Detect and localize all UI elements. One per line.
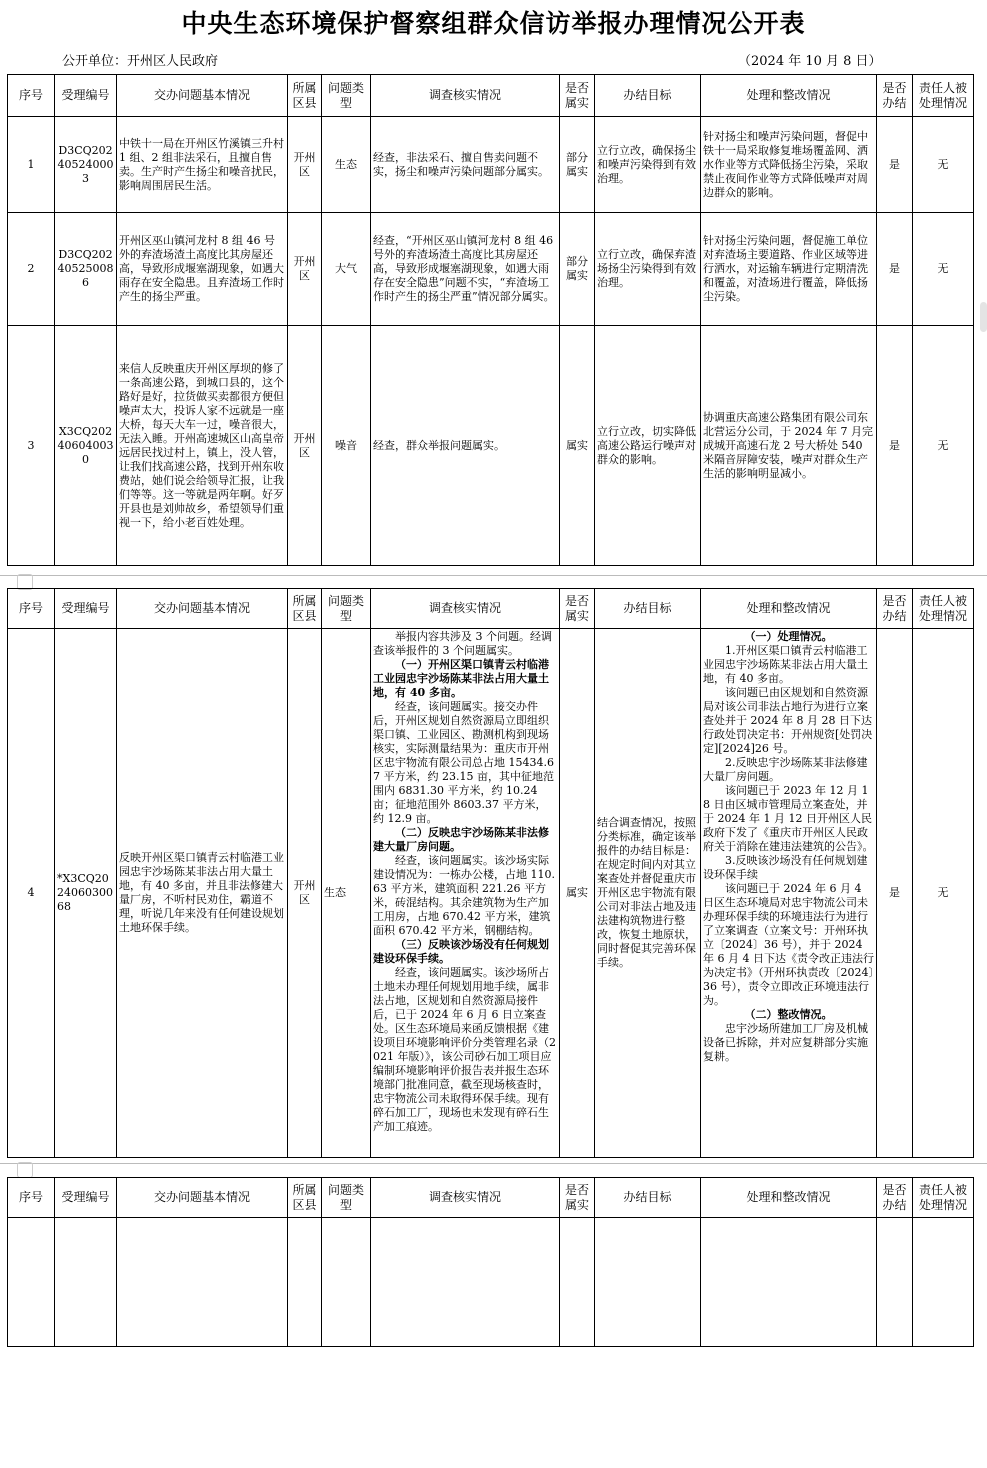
row-true: 部分属实 — [560, 117, 595, 213]
row-district: 开州区 — [288, 326, 322, 566]
verify-paragraph: 举报内容共涉及 3 个问题。经调查该举报件的 3 个问题属实。 — [373, 630, 552, 657]
report-table-page-1 — [7, 74, 974, 566]
row-resp-empty — [913, 1218, 974, 1347]
row-id: *X3CQ2024060300 68 — [55, 629, 117, 1158]
handle-paragraph: 该问题已由区规划和自然资源局对该公司非法占地行为进行立案查处并于 2024 年 8 月 28 日下达行政处罚决定书：开州规资[处罚决定][2024]26 号。 — [703, 686, 873, 755]
col-header-district: 所属区县 — [288, 75, 322, 117]
col-header-handle: 处理和整改情况 — [701, 75, 877, 117]
row-handle: 针对扬尘污染问题，督促施工单位对弃渣场主要道路、作业区域等进行洒水，对运输车辆进行定期清洗和覆盖，对渣场进行覆盖，降低扬尘污染。 — [701, 213, 877, 326]
handle-paragraph: （二）整改情况。 — [744, 1008, 833, 1021]
col-header-type: 问题类型 — [322, 1178, 371, 1218]
publishing-unit: 公开单位：开州区人民政府 — [62, 54, 219, 69]
table-header-row — [8, 75, 974, 117]
row-goal: 立行立改，确保弃渣场扬尘污染得到有效治理。 — [595, 213, 701, 326]
row-verify — [371, 629, 560, 1158]
row-verify: 经查，“开州区巫山镇河龙村 8 组 46 号外的弃渣场渣土高度比其房屋还高，导致形成堰塞湖现象，如遇大雨存在安全隐患”问题不实，“弃渣场工作时产生的扬尘严重”情况部分属实。 — [371, 213, 560, 326]
publish-date: （2024 年 10 月 8 日） — [738, 54, 882, 69]
row-handle-continued — [701, 1218, 877, 1347]
col-header-verify: 调查核实情况 — [371, 75, 560, 117]
col-header-verify: 调查核实情况 — [371, 589, 560, 629]
verify-continued-content — [371, 1218, 559, 1346]
col-header-id: 受理编号 — [55, 75, 117, 117]
handle-paragraph: 3.反映该沙场没有任何规划建设环保手续 — [703, 854, 868, 881]
row-true: 部分属实 — [560, 213, 595, 326]
col-header-goal: 办结目标 — [595, 589, 701, 629]
col-header-goal: 办结目标 — [595, 1178, 701, 1218]
col-header-district: 所属区县 — [288, 589, 322, 629]
handle-paragraph: 该问题已于 2024 年 6 月 4 日区生态环境局对忠宇物流公司未办理环保手续的环境违法行为进行了立案调查（立案文号：开州环执立〔2024〕36 号），并于 2024 年 6 月 4 日下达《责令改正违法行为决定书》（开州环执责改〔2024〕36 号），责令立即改正环境违法行为。 — [703, 882, 874, 1007]
row-district: 开州区 — [288, 213, 322, 326]
row-resp: 无 — [913, 213, 974, 326]
page-corner-mark — [17, 1162, 33, 1178]
col-header-id: 受理编号 — [55, 589, 117, 629]
handle-paragraph: 该问题已于 2023 年 12 月 18 日由区城市管理局立案查处，并于 2024 年 1 月 12 日开州区人民政府下发了《重庆市开州区人民政府关于消除在建违法建筑的公告》。 — [703, 784, 874, 853]
row-type-empty — [322, 1218, 371, 1347]
col-header-true: 是否属实 — [560, 1178, 595, 1218]
row-basic: 来信人反映重庆开州区厚坝的修了一条高速公路，到城口县的，这个路好是好，拉货做买卖都很方便但噪声太大，投诉人家不远就是一座大桥，每天大车一过，噪音很大，无法入睡。开州高速城区山高皇帝远居民找过村上，镇上，没人管，让我们找高速公路，找到开州东收费站，她们说会给领导汇报，让我们等等。这一等就是两年啊。好歹开县也是刘帅故乡，希望领导们重视一下，给小老百姓处理。 — [117, 326, 288, 566]
row-no: 4 — [8, 629, 55, 1158]
row-true-empty — [560, 1218, 595, 1347]
page-separator — [0, 1163, 987, 1164]
row-true: 属实 — [560, 629, 595, 1158]
row-handle: 协调重庆高速公路集团有限公司东北营运分公司，于 2024 年 7 月完成城开高速石龙 2 号大桥处 540 米隔音屏障安装，噪声对群众生产生活的影响明显减小。 — [701, 326, 877, 566]
scrollbar-thumb[interactable] — [980, 302, 987, 332]
row-district: 开州区 — [288, 629, 322, 1158]
row-type: 生态 — [322, 629, 371, 1158]
row-no-empty — [8, 1218, 55, 1347]
table-header-row — [8, 1178, 974, 1218]
col-header-true: 是否属实 — [560, 589, 595, 629]
row-goal-empty — [595, 1218, 701, 1347]
handle-paragraph: 1.开州区渠口镇青云村临港工业园忠宇沙场陈某非法占用大量土地，有 40 多亩。 — [703, 644, 868, 685]
row-id: X3CQ20240604003 0 — [55, 326, 117, 566]
col-header-true: 是否属实 — [560, 75, 595, 117]
handle-content — [701, 629, 876, 1157]
row-verify-continued — [371, 1218, 560, 1347]
col-header-done: 是否办结 — [877, 1178, 913, 1218]
col-header-type: 问题类型 — [322, 75, 371, 117]
row-district-empty — [288, 1218, 322, 1347]
row-id-empty — [55, 1218, 117, 1347]
verify-paragraph: 经查，该问题属实。该沙场所占土地未办理任何规划用地手续，属非法占地，区规划和自然资源局接件后，已于 2024 年 6 月 6 日立案查处。区生态环境局来函反馈根据《建设项目环境影响评价分类管理名录（2021 年版）》，该公司砂石加工项目应编制环境影响评价报告表并报生态环境部门批准同意，截至现场核查时，忠宇物流公司未取得环保手续。现有碎石加工厂，现场也未发现有碎石生产加工痕迹。 — [373, 966, 556, 1133]
row-true: 属实 — [560, 326, 595, 566]
row-resp: 无 — [913, 117, 974, 213]
row-basic: 反映开州区渠口镇青云村临港工业园忠宇沙场陈某非法占用大量土地，有 40 多亩，并且非法修建大量厂房，不听村民劝住，霸道不理，听说几年来没有任何建设规划土地环保手续。 — [117, 629, 288, 1158]
table-header-row — [8, 589, 974, 629]
verify-paragraph: （一）开州区渠口镇青云村临港工业园忠宇沙场陈某非法占用大量土地，有 40 多亩。 — [373, 658, 549, 699]
row-goal: 立行立改，确保扬尘和噪声污染得到有效治理。 — [595, 117, 701, 213]
col-header-no: 序号 — [8, 75, 55, 117]
row-goal: 立行立改，切实降低高速公路运行噪声对群众的影响。 — [595, 326, 701, 566]
row-done-empty — [877, 1218, 913, 1347]
handle-paragraph: 忠宇沙场所建加工厂房及机械设备已拆除，并对应复耕部分实施复耕。 — [703, 1022, 868, 1063]
row-basic: 中铁十一局在开州区竹溪镇三升村 1 组、2 组非法采石，且擅自售卖。生产时产生扬尘和噪音扰民，影响周围居民生活。 — [117, 117, 288, 213]
row-handle: 针对扬尘和噪声污染问题，督促中铁十一局采取修复堆场覆盖网、洒水作业等方式降低扬尘污染，采取禁止夜间作业等方式降低噪声对周边群众的影响。 — [701, 117, 877, 213]
col-header-goal: 办结目标 — [595, 75, 701, 117]
col-header-district: 所属区县 — [288, 1178, 322, 1218]
row-done: 是 — [877, 213, 913, 326]
verify-paragraph: （三）反映该沙场没有任何规划建设环保手续。 — [373, 938, 549, 965]
col-header-resp: 责任人被处理情况 — [913, 1178, 974, 1218]
row-district: 开州区 — [288, 117, 322, 213]
row-no: 2 — [8, 213, 55, 326]
col-header-resp: 责任人被处理情况 — [913, 589, 974, 629]
verify-paragraph: 经查，该问题属实。该沙场实际建设情况为：一栋办公楼，占地 110.63 平方米，建筑面积 221.26 平方米，砖混结构。其余建筑物为生产加工用房，占地 670.42 平方米，建筑面积 670.42 平方米，钢棚结构。 — [373, 854, 555, 937]
verify-paragraph: 经查，该问题属实。接交办件后，开州区规划自然资源局立即组织渠口镇、工业园区、勘测机构到现场核实，实际测量结果为：重庆市开州区忠宇物流有限公司总占地 15434.67 平方米，约 23.15 亩，其中征地范围内 6831.30 平方米，约 10.24 亩；征地范围外 8603.37 平方米，约 12.9 亩。 — [373, 700, 554, 825]
row-done: 是 — [877, 117, 913, 213]
report-table-page-3 — [7, 1177, 974, 1347]
col-header-resp: 责任人被处理情况 — [913, 75, 974, 117]
row-handle — [701, 629, 877, 1158]
row-verify: 经查，群众举报问题属实。 — [371, 326, 560, 566]
col-header-verify: 调查核实情况 — [371, 1178, 560, 1218]
col-header-no: 序号 — [8, 589, 55, 629]
table-row-continued — [8, 1218, 974, 1347]
col-header-handle: 处理和整改情况 — [701, 1178, 877, 1218]
report-table-page-2 — [7, 588, 974, 1158]
row-done: 是 — [877, 629, 913, 1158]
col-header-basic: 交办问题基本情况 — [117, 1178, 288, 1218]
row-type: 生态 — [322, 117, 371, 213]
col-header-type: 问题类型 — [322, 589, 371, 629]
row-id: D3CQ20240525008 6 — [55, 213, 117, 326]
verify-content — [371, 629, 559, 1157]
row-no: 1 — [8, 117, 55, 213]
col-header-id: 受理编号 — [55, 1178, 117, 1218]
col-header-no: 序号 — [8, 1178, 55, 1218]
row-verify: 经查，非法采石、擅自售卖问题不实，扬尘和噪声污染问题部分属实。 — [371, 117, 560, 213]
col-header-handle: 处理和整改情况 — [701, 589, 877, 629]
row-type: 大气 — [322, 213, 371, 326]
row-basic: 开州区巫山镇河龙村 8 组 46 号外的弃渣场渣土高度比其房屋还高，导致形成堰塞湖现象，如遇大雨存在安全隐患。且弃渣场工作时产生的扬尘严重。 — [117, 213, 288, 326]
table-row — [8, 213, 974, 326]
col-header-done: 是否办结 — [877, 75, 913, 117]
handle-continued-content — [701, 1218, 876, 1346]
handle-paragraph: （一）处理情况。 — [744, 630, 833, 643]
row-goal: 结合调查情况，按照分类标准，确定该举报件的办结目标是：在规定时间内对其立案查处并督促重庆市开州区忠宇物流有限公司对非法占地及违法建构筑物进行整改，恢复土地原状，同时督促其完善环保手续。 — [595, 629, 701, 1158]
col-header-basic: 交办问题基本情况 — [117, 75, 288, 117]
handle-paragraph: 2.反映忠宇沙场陈某非法修建大量厂房问题。 — [703, 756, 868, 783]
verify-paragraph: （二）反映忠宇沙场陈某非法修建大量厂房问题。 — [373, 826, 549, 853]
col-header-basic: 交办问题基本情况 — [117, 589, 288, 629]
row-type: 噪音 — [322, 326, 371, 566]
row-id: D3CQ20240524000 3 — [55, 117, 117, 213]
row-resp: 无 — [913, 326, 974, 566]
table-row — [8, 629, 974, 1158]
table-row — [8, 117, 974, 213]
page-title: 中央生态环境保护督察组群众信访举报办理情况公开表 — [181, 9, 806, 38]
table-row — [8, 326, 974, 566]
row-basic-empty — [117, 1218, 288, 1347]
row-no: 3 — [8, 326, 55, 566]
row-resp: 无 — [913, 629, 974, 1158]
page-separator — [0, 575, 987, 576]
col-header-done: 是否办结 — [877, 589, 913, 629]
row-done: 是 — [877, 326, 913, 566]
